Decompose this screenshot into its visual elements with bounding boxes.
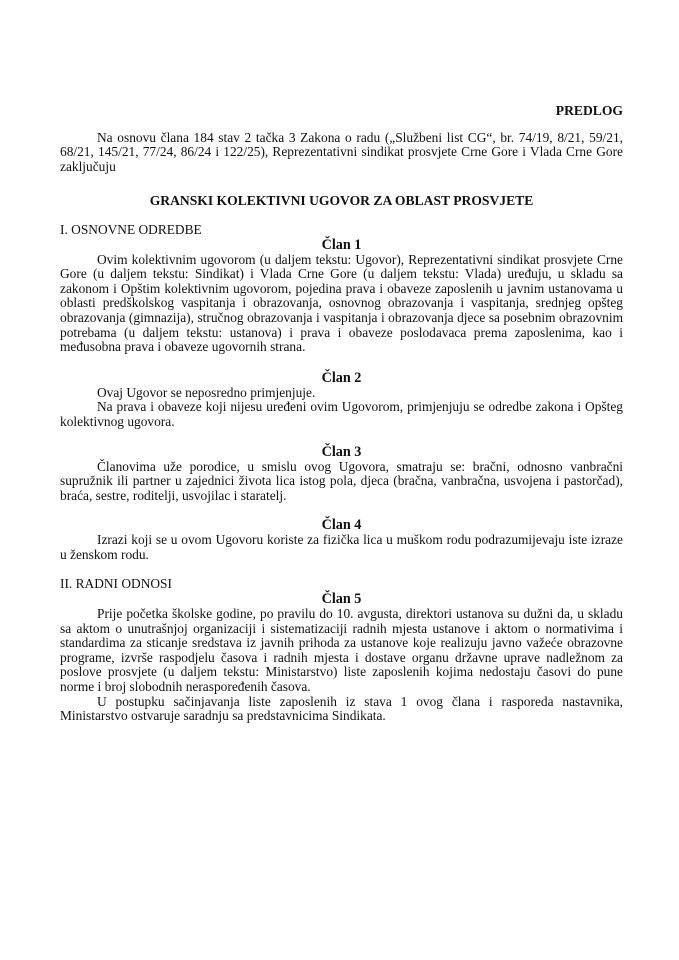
article-3 — [60, 445, 623, 504]
article-5 — [60, 592, 623, 724]
proposal-label: PREDLOG — [555, 103, 623, 118]
article-paragraph: U postupku sačinjavanja liste zaposlenih iz stava 1 ovog člana i rasporeda nastavnika, Ministarstvo ostvaruje saradnju sa predstavnicima Sindikata. — [60, 693, 623, 724]
section-employment-relations — [60, 577, 623, 723]
article-1 — [60, 238, 623, 355]
article-title: Član 2 — [321, 369, 362, 386]
article-2 — [60, 371, 623, 430]
article-paragraph: Prije početka školske godine, po pravilu do 10. avgusta, direktori ustanova su dužni da, u skladu sa aktom o unutrašnjoj organizaciji i sistematizaciji radnih mjesta ustanove i aktom o normativima i standardima za sticanje sredstava iz javnih prihoda za ustanove koje realizuju javno važeće obrazovne programe, izvrše raspodjelu časova i radnih mjesta i dostave organu državne uprave nadležnom za poslove prosvjete (u daljem tekstu: Ministarstvo) liste zaposlenih kojima nedostaju časovi do pune norme i broj slobodnih neraspoređenih časova. — [60, 606, 623, 695]
article-title: Član 4 — [321, 517, 362, 534]
preamble: Na osnovu člana 184 stav 2 tačka 3 Zakona o radu („Službeni list CG“, br. 74/19, 8/21, 59/21, 68/21, 145/21, 77/24, 86/24 i 122/25), Reprezentativni sindikat prosvjete Crne Gore i Vlada Crne Gore zaključuju — [60, 129, 623, 174]
article-paragraph: Ovim kolektivnim ugovorom (u daljem tekstu: Ugovor), Reprezentativni sindikat prosvjete Crne Gore (u daljem tekstu: Sindikat) i Vlada Crne Gore (u daljem tekstu: Vlada) uređuju, u skladu sa zakonom i Opštim kolektivnim ugovorom, pojedina prava i obaveze zaposlenih u javnim ustanovama u oblasti predškolskog vaspitanja i obrazovanja, osnovnog obrazovanja i vaspitanja, srednjeg opšteg obrazovanja (gimnazija), stručnog obrazovanja i vaspitanja i obrazovanja djece sa posebnim obrazovnim potrebama (u daljem tekstu: ustanova) i prava i obaveze poslodavaca prema zaposlenima, kao i međusobna prava i obaveze ugovornih strana. — [60, 251, 623, 355]
article-4 — [60, 518, 623, 562]
section-heading: I. OSNOVNE ODREDBE — [60, 221, 202, 237]
article-title: Član 5 — [321, 591, 362, 608]
article-title: Član 1 — [321, 236, 362, 253]
article-paragraph: Članovima uže porodice, u smislu ovog Ugovora, smatraju se: bračni, odnosno vanbračni supružnik ili partner u zajednici života lica istog pola, djeca (bračna, vanbračna, usvojena i pastorčad), braća, sestre, roditelji, usvojilac i staratelj. — [60, 458, 623, 503]
article-paragraph: Izrazi koji se u ovom Ugovoru koriste za fizička lica u muškom rodu podrazumijevaju iste izraze u ženskom rodu. — [60, 532, 623, 562]
section-basic-provisions — [60, 223, 623, 563]
document-title: GRANSKI KOLEKTIVNI UGOVOR ZA OBLAST PROSVJETE — [149, 193, 534, 209]
article-paragraph: Na prava i obaveze koji nijesu uređeni ovim Ugovorom, primjenjuju se odredbe zakona i Opšteg kolektivnog ugovora. — [60, 399, 623, 429]
article-paragraph: Ovaj Ugovor se neposredno primjenjuje. — [97, 384, 316, 400]
article-title: Član 3 — [321, 443, 362, 460]
document-page — [60, 104, 623, 739]
section-heading: II. RADNI ODNOSI — [60, 576, 172, 592]
